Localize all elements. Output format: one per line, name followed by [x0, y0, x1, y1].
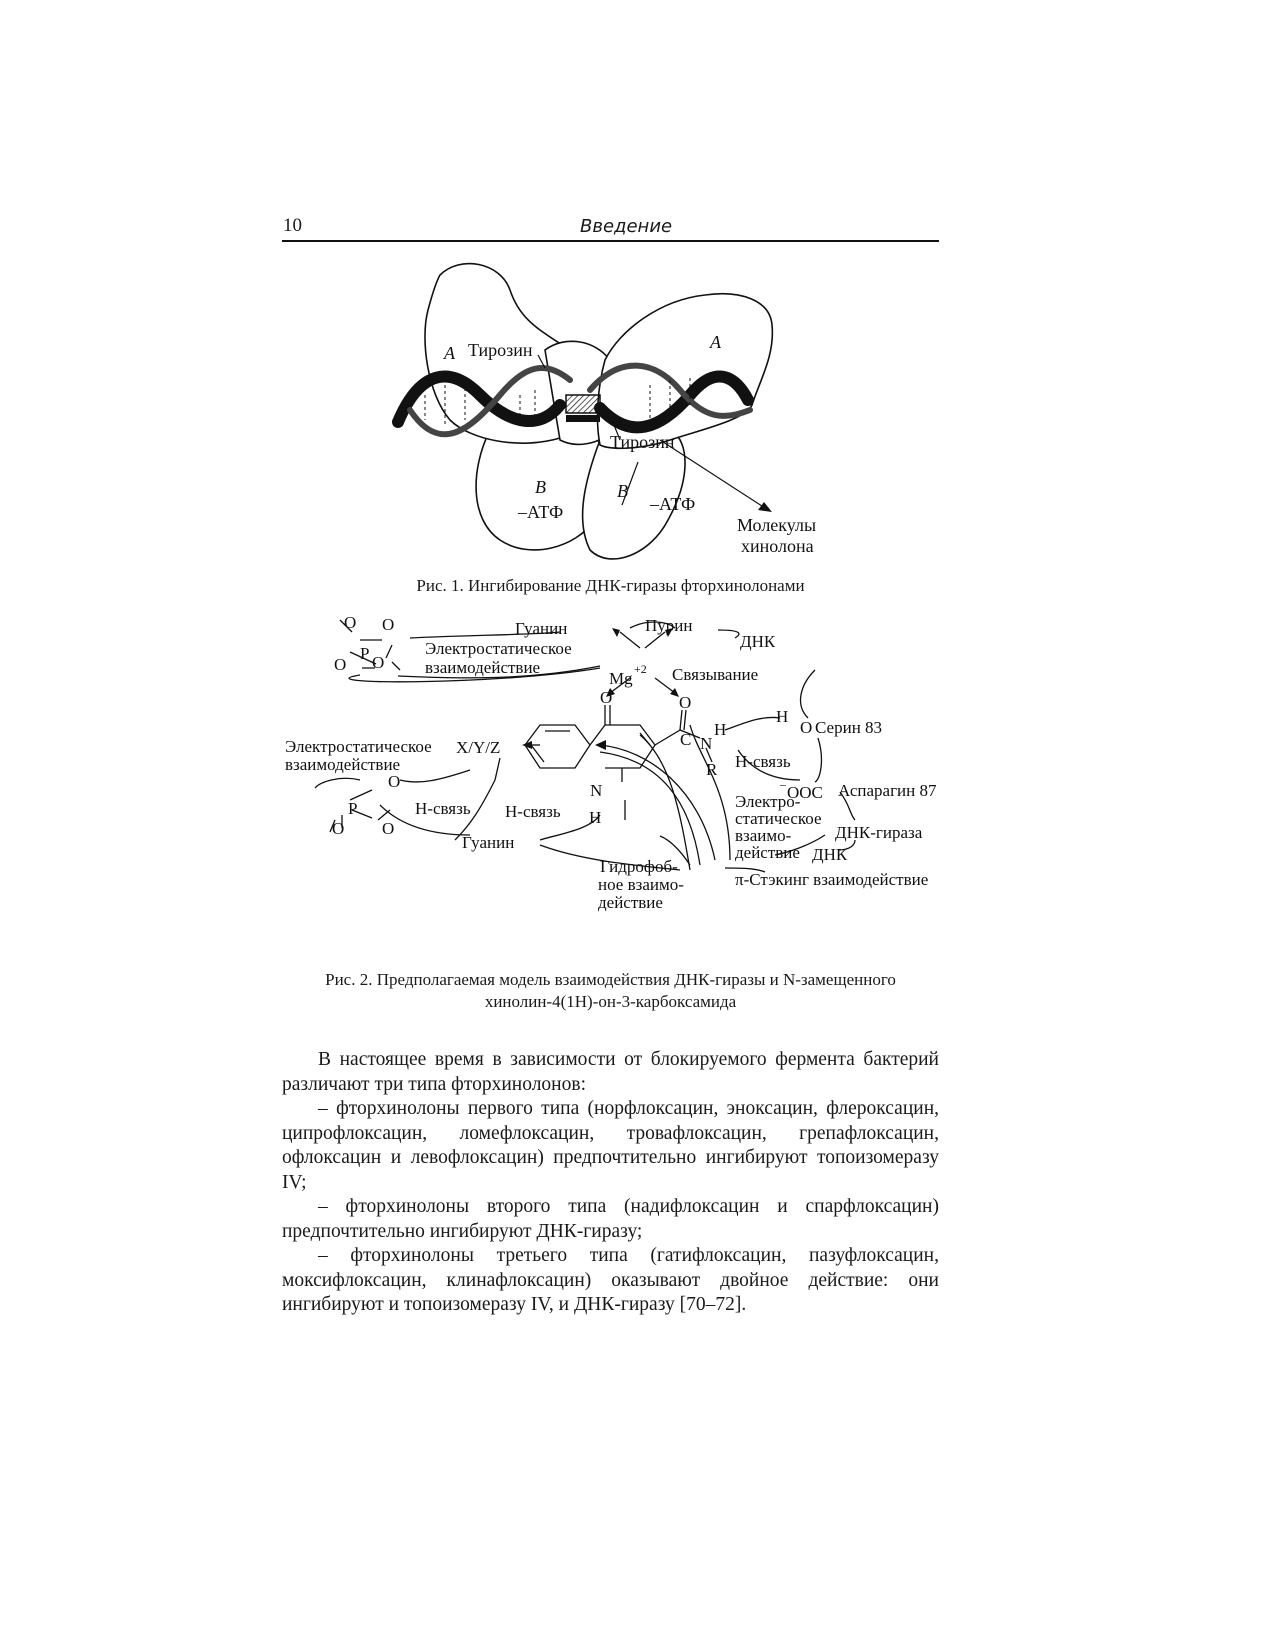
paragraph-4: – фторхинолоны третьего типа (гатифлоксацин, пазуфлоксацин, моксифлоксацин, клинафлоксацин) оказывают двойное действие: они ингибируют и топоизомеразу IV, и ДНК-гиразу [70–72]. — [282, 1245, 939, 1315]
fig2-mg: Mg — [609, 669, 633, 688]
fig2-dna-bottom: ДНК — [812, 845, 848, 864]
fig2-electrostatic-top-1: Электростатическое — [425, 639, 572, 658]
figure-2-caption — [282, 969, 939, 1013]
fig2-n-ring: N — [590, 781, 603, 800]
fig2-o-left1: O — [388, 772, 401, 791]
fig2-xyz: X/Y/Z — [456, 738, 501, 757]
fig2-o-keto: O — [600, 688, 613, 707]
figure-2-interaction-model — [0, 610, 1275, 955]
fig2-electro-3: взаимо- — [735, 826, 792, 845]
fig2-hydrophobic-3: действие — [598, 893, 663, 912]
fig1-label-a-right: A — [710, 332, 721, 352]
fig2-electrostatic-top-2: взаимодействие — [425, 658, 541, 677]
figure-2-caption-line-1: Рис. 2. Предполагаемая модель взаимодействия ДНК-гиразы и N-замещенного — [325, 970, 896, 989]
page-number: 10 — [283, 215, 302, 236]
fig1-label-tyrosine-top: Тирозин — [468, 340, 533, 360]
fig2-ooc-minus: – — [780, 777, 786, 791]
fig2-electrostatic-left-2: взаимодействие — [285, 755, 401, 774]
fig2-n-amide: N — [700, 734, 713, 753]
fig2-dna-gyrase: ДНК-гираза — [835, 823, 923, 842]
fig2-electro-1: Электро- — [735, 792, 801, 811]
fig2-p2: P — [348, 799, 358, 818]
fig2-electrostatic-left-1: Электростатическое — [285, 737, 432, 756]
fig2-p1: P — [360, 644, 370, 663]
fig1-label-molecules-2: хинолона — [741, 536, 814, 556]
fig2-h-amide: H — [714, 720, 727, 739]
fig1-label-b-right: B — [617, 481, 628, 501]
fig2-dna-top: ДНК — [740, 632, 776, 651]
fig2-guanine-bottom: Гуанин — [462, 833, 515, 852]
fig2-asparagine: Аспарагин 87 — [838, 781, 937, 800]
running-title: Введение — [580, 216, 673, 237]
figure-1-gyrase-diagram — [0, 0, 1275, 600]
fig1-label-atp-right: –АТФ — [650, 494, 696, 514]
paragraph-3: – фторхинолоны второго типа (надифлоксацин и спарфлоксацин) предпочтительно ингибируют ДНК-гиразу; — [282, 1196, 939, 1242]
fig2-r-group: R — [706, 760, 718, 779]
fig1-label-b-left: B — [535, 477, 546, 497]
fig2-o4: O — [372, 653, 385, 672]
paragraph-1: В настоящее время в зависимости от блокируемого фермента бактерий различают три типа фторхинолонов: — [282, 1049, 939, 1095]
fig2-o1: O — [344, 613, 357, 632]
fig2-hydrophobic-1: Гидрофоб- — [600, 857, 678, 876]
fig2-hbond-left1: H-связь — [415, 799, 471, 818]
fig2-hbond-left2: H-связь — [505, 802, 561, 821]
fig2-electro-4: действие — [735, 843, 800, 862]
fig2-o-serine: O — [800, 718, 813, 737]
fig1-label-a-left: A — [444, 343, 455, 363]
body-text — [282, 1048, 939, 1318]
paragraph-2: – фторхинолоны первого типа (норфлоксацин, эноксацин, флероксацин, ципрофлоксацин, ломефлоксацин, тровафлоксацин, грепафлоксацин, офлоксацин и левофлоксацин) предпочтительно ингибируют топоизомеразу IV; — [282, 1098, 939, 1193]
fig2-guanine-top: Гуанин — [515, 619, 568, 638]
fig2-o-left2: O — [332, 819, 345, 838]
fig2-h-ring: H — [589, 808, 602, 827]
fig2-mg-charge: +2 — [634, 662, 647, 676]
fig2-o-amide: O — [679, 693, 692, 712]
fig1-label-tyrosine-bottom: Тирозин — [610, 432, 675, 452]
fig2-c-amide: C — [680, 730, 692, 749]
fig2-hydrophobic-2: ное взаимо- — [598, 875, 684, 894]
figure-2-caption-line-2: хинолин-4(1H)-он-3-карбоксамида — [484, 992, 737, 1011]
fig2-h-serine: H — [776, 707, 789, 726]
figure-1-caption: Рис. 1. Ингибирование ДНК-гиразы фторхинолонами — [416, 576, 805, 595]
fig2-o-left3: O — [382, 819, 395, 838]
fig2-pi-stacking: π-Стэкинг взаимодействие — [735, 870, 929, 889]
fig2-electro-2: статическое — [735, 809, 822, 828]
fig1-label-molecules-1: Молекулы — [737, 515, 817, 535]
fig2-serine: Серин 83 — [815, 718, 883, 737]
fig2-o3: O — [334, 655, 347, 674]
fig1-label-atp-left: –АТФ — [518, 502, 564, 522]
quinolone-box — [566, 395, 600, 413]
fig2-ooc: OOC — [787, 783, 823, 802]
fig2-o2: O — [382, 615, 395, 634]
fig2-purine: Пурин — [645, 616, 693, 635]
fig2-binding: Связывание — [672, 665, 759, 684]
fig2-hbond-right: H-связь — [735, 752, 791, 771]
